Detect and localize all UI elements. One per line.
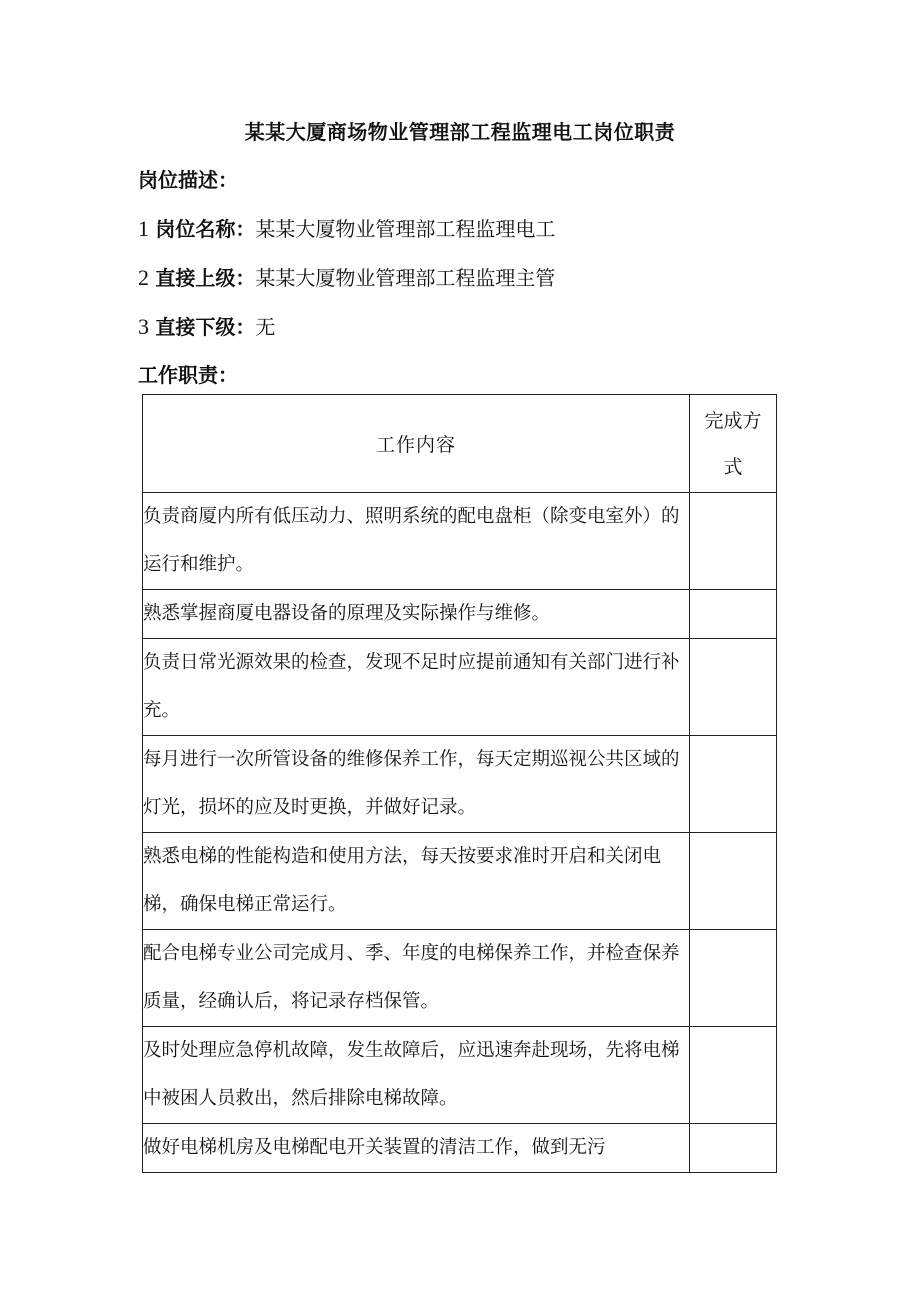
description-heading: 岗位描述： (138, 168, 238, 192)
field-direct-subordinate (138, 313, 275, 341)
duty-method (690, 736, 777, 833)
table-row (143, 833, 777, 930)
duty-method (690, 1124, 777, 1173)
field-label: 岗位名称： (155, 217, 256, 241)
field-number: 3 (138, 314, 149, 339)
duty-content: 熟悉掌握商厦电器设备的原理及实际操作与维修。 (143, 590, 690, 639)
duty-method (690, 833, 777, 930)
table-row (143, 1124, 777, 1173)
table-row (143, 1027, 777, 1124)
field-value: 无 (255, 315, 276, 339)
table-row (143, 930, 777, 1027)
duty-method (690, 590, 777, 639)
field-number: 1 (138, 216, 149, 241)
header-method-line1: 完成方 (704, 409, 762, 432)
document-title: 某某大厦商场物业管理部工程监理电工岗位职责 (244, 120, 676, 144)
field-value: 某某大厦物业管理部工程监理主管 (255, 266, 556, 290)
duty-method (690, 1027, 777, 1124)
table-row (143, 639, 777, 736)
duty-content: 配合电梯专业公司完成月、季、年度的电梯保养工作，并检查保养质量，经确认后，将记录存档保管。 (143, 930, 690, 1027)
duty-content: 每月进行一次所管设备的维修保养工作，每天定期巡视公共区域的灯光，损坏的应及时更换，并做好记录。 (143, 736, 690, 833)
duty-content: 及时处理应急停机故障，发生故障后，应迅速奔赴现场，先将电梯中被困人员救出，然后排除电梯故障。 (143, 1027, 690, 1124)
duty-content: 做好电梯机房及电梯配电开关装置的清洁工作，做到无污 (143, 1124, 690, 1173)
field-label: 直接下级： (155, 315, 256, 339)
field-label: 直接上级： (155, 266, 256, 290)
duty-method (690, 639, 777, 736)
header-completion-method (690, 395, 777, 493)
field-direct-superior (138, 264, 555, 292)
duty-content: 熟悉电梯的性能构造和使用方法，每天按要求准时开启和关闭电梯，确保电梯正常运行。 (143, 833, 690, 930)
duty-method (690, 493, 777, 590)
field-value: 某某大厦物业管理部工程监理电工 (255, 217, 556, 241)
duty-method (690, 930, 777, 1027)
table-header-row (143, 395, 777, 493)
field-position-name (138, 215, 555, 243)
table-row (143, 736, 777, 833)
table-row (143, 590, 777, 639)
field-number: 2 (138, 265, 149, 290)
duties-heading: 工作职责： (138, 363, 238, 387)
duty-content: 负责日常光源效果的检查，发现不足时应提前通知有关部门进行补充。 (143, 639, 690, 736)
header-work-content: 工作内容 (143, 395, 690, 493)
table-row (143, 493, 777, 590)
duty-content: 负责商厦内所有低压动力、照明系统的配电盘柜（除变电室外）的运行和维护。 (143, 493, 690, 590)
header-method-line2: 式 (723, 455, 743, 478)
duties-table (142, 394, 777, 1173)
